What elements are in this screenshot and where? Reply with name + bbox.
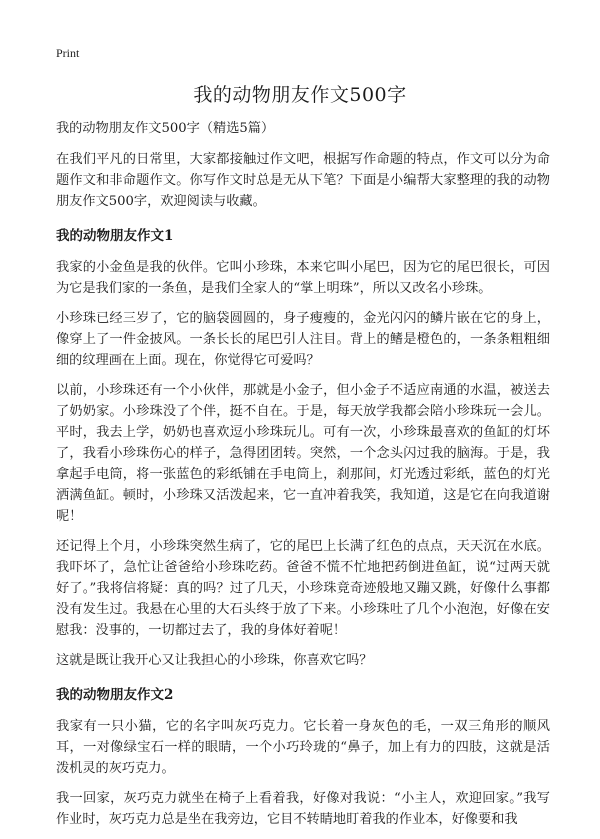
page-title: 我的动物朋友作文500字: [193, 84, 407, 106]
section-1-paragraph: 这就是既让我开心又让我担心的小珍珠，你喜欢它吗？: [56, 653, 373, 668]
section-2-paragraph: 我一回家，灰巧克力就坐在椅子上看着我，好像对我说：“小主人，欢迎回家。”我写作业时，灰巧克力总是坐在我旁边，它目不转睛地盯着我的作业本，好像要和我: [56, 791, 550, 827]
section-1-paragraph: 还记得上个月，小珍珠突然生病了，它的尾巴上长满了红色的点点，天天沉在水底。我吓坏了，急忙让爸爸给小珍珠吃药。爸爸不慌不忙地把药倒进鱼缸，说“过两天就好了。”我将信将疑：真的吗？过了几天，小珍珠竟奇迹般地又蹦又跳，好像什么事都没有发生过。我悬在心里的大石头终于放了下来。小珍珠吐了几个小泡泡，好像在安慰我：没事的，一切都过去了，我的身体好着呢！: [56, 539, 550, 638]
intro-paragraph: 在我们平凡的日常里，大家都接触过作文吧，根据写作命题的特点，作文可以分为命题作文和非命题作文。你写作文时总是无从下笔？下面是小编帮大家整理的我的动物朋友作文500字，欢迎阅读与收藏。: [56, 152, 550, 209]
section-heading-2: 我的动物朋友作文2: [56, 687, 174, 703]
section-1-paragraph: 以前，小珍珠还有一个小伙伴，那就是小金子，但小金子不适应南通的水温，被送去了奶奶家。小珍珠没了个伴，挺不自在。于是，每天放学我都会陪小珍珠玩一会儿。平时，我去上学，奶奶也喜欢逗小珍珠玩儿。可有一次，小珍珠最喜欢的鱼缸的灯坏了，我看小珍珠伤心的样子，急得团团转。突然，一个念头闪过我的脑海。于是，我拿起手电筒，将一张蓝色的彩纸铺在手电筒上，刹那间，灯光透过彩纸，蓝色的灯光洒满鱼缸。顿时，小珍珠又活泼起来，它一直冲着我笑，我知道，这是它在向我道谢呢！: [56, 383, 550, 524]
section-2-paragraph: 我家有一只小猫，它的名字叫灰巧克力。它长着一身灰色的毛，一双三角形的顺风耳，一对像绿宝石一样的眼睛，一个小巧玲珑的“鼻子，加上有力的四肢，这就是活泼机灵的灰巧克力。: [56, 719, 550, 776]
section-heading-1: 我的动物朋友作文1: [56, 228, 174, 244]
print-label[interactable]: Print: [56, 46, 80, 60]
article-subtitle: 我的动物朋友作文500字（精选5篇）: [56, 121, 275, 136]
article-body: [56, 118, 550, 839]
section-1-paragraph: 小珍珠已经三岁了，它的脑袋圆圆的，身子瘦瘦的，金光闪闪的鳞片嵌在它的身上，像穿上了一件金披风。一条长长的尾巴引人注目。背上的鳍是橙色的，一条条粗粗细细的纹理画在上面。现在，你觉得它可爱吗？: [56, 311, 550, 368]
section-1-paragraph: 我家的小金鱼是我的伙伴。它叫小珍珠，本来它叫小尾巴，因为它的尾巴很长，可因为它是我们家的一条鱼，是我们全家人的“掌上明珠”，所以又改名小珍珠。: [56, 260, 550, 296]
